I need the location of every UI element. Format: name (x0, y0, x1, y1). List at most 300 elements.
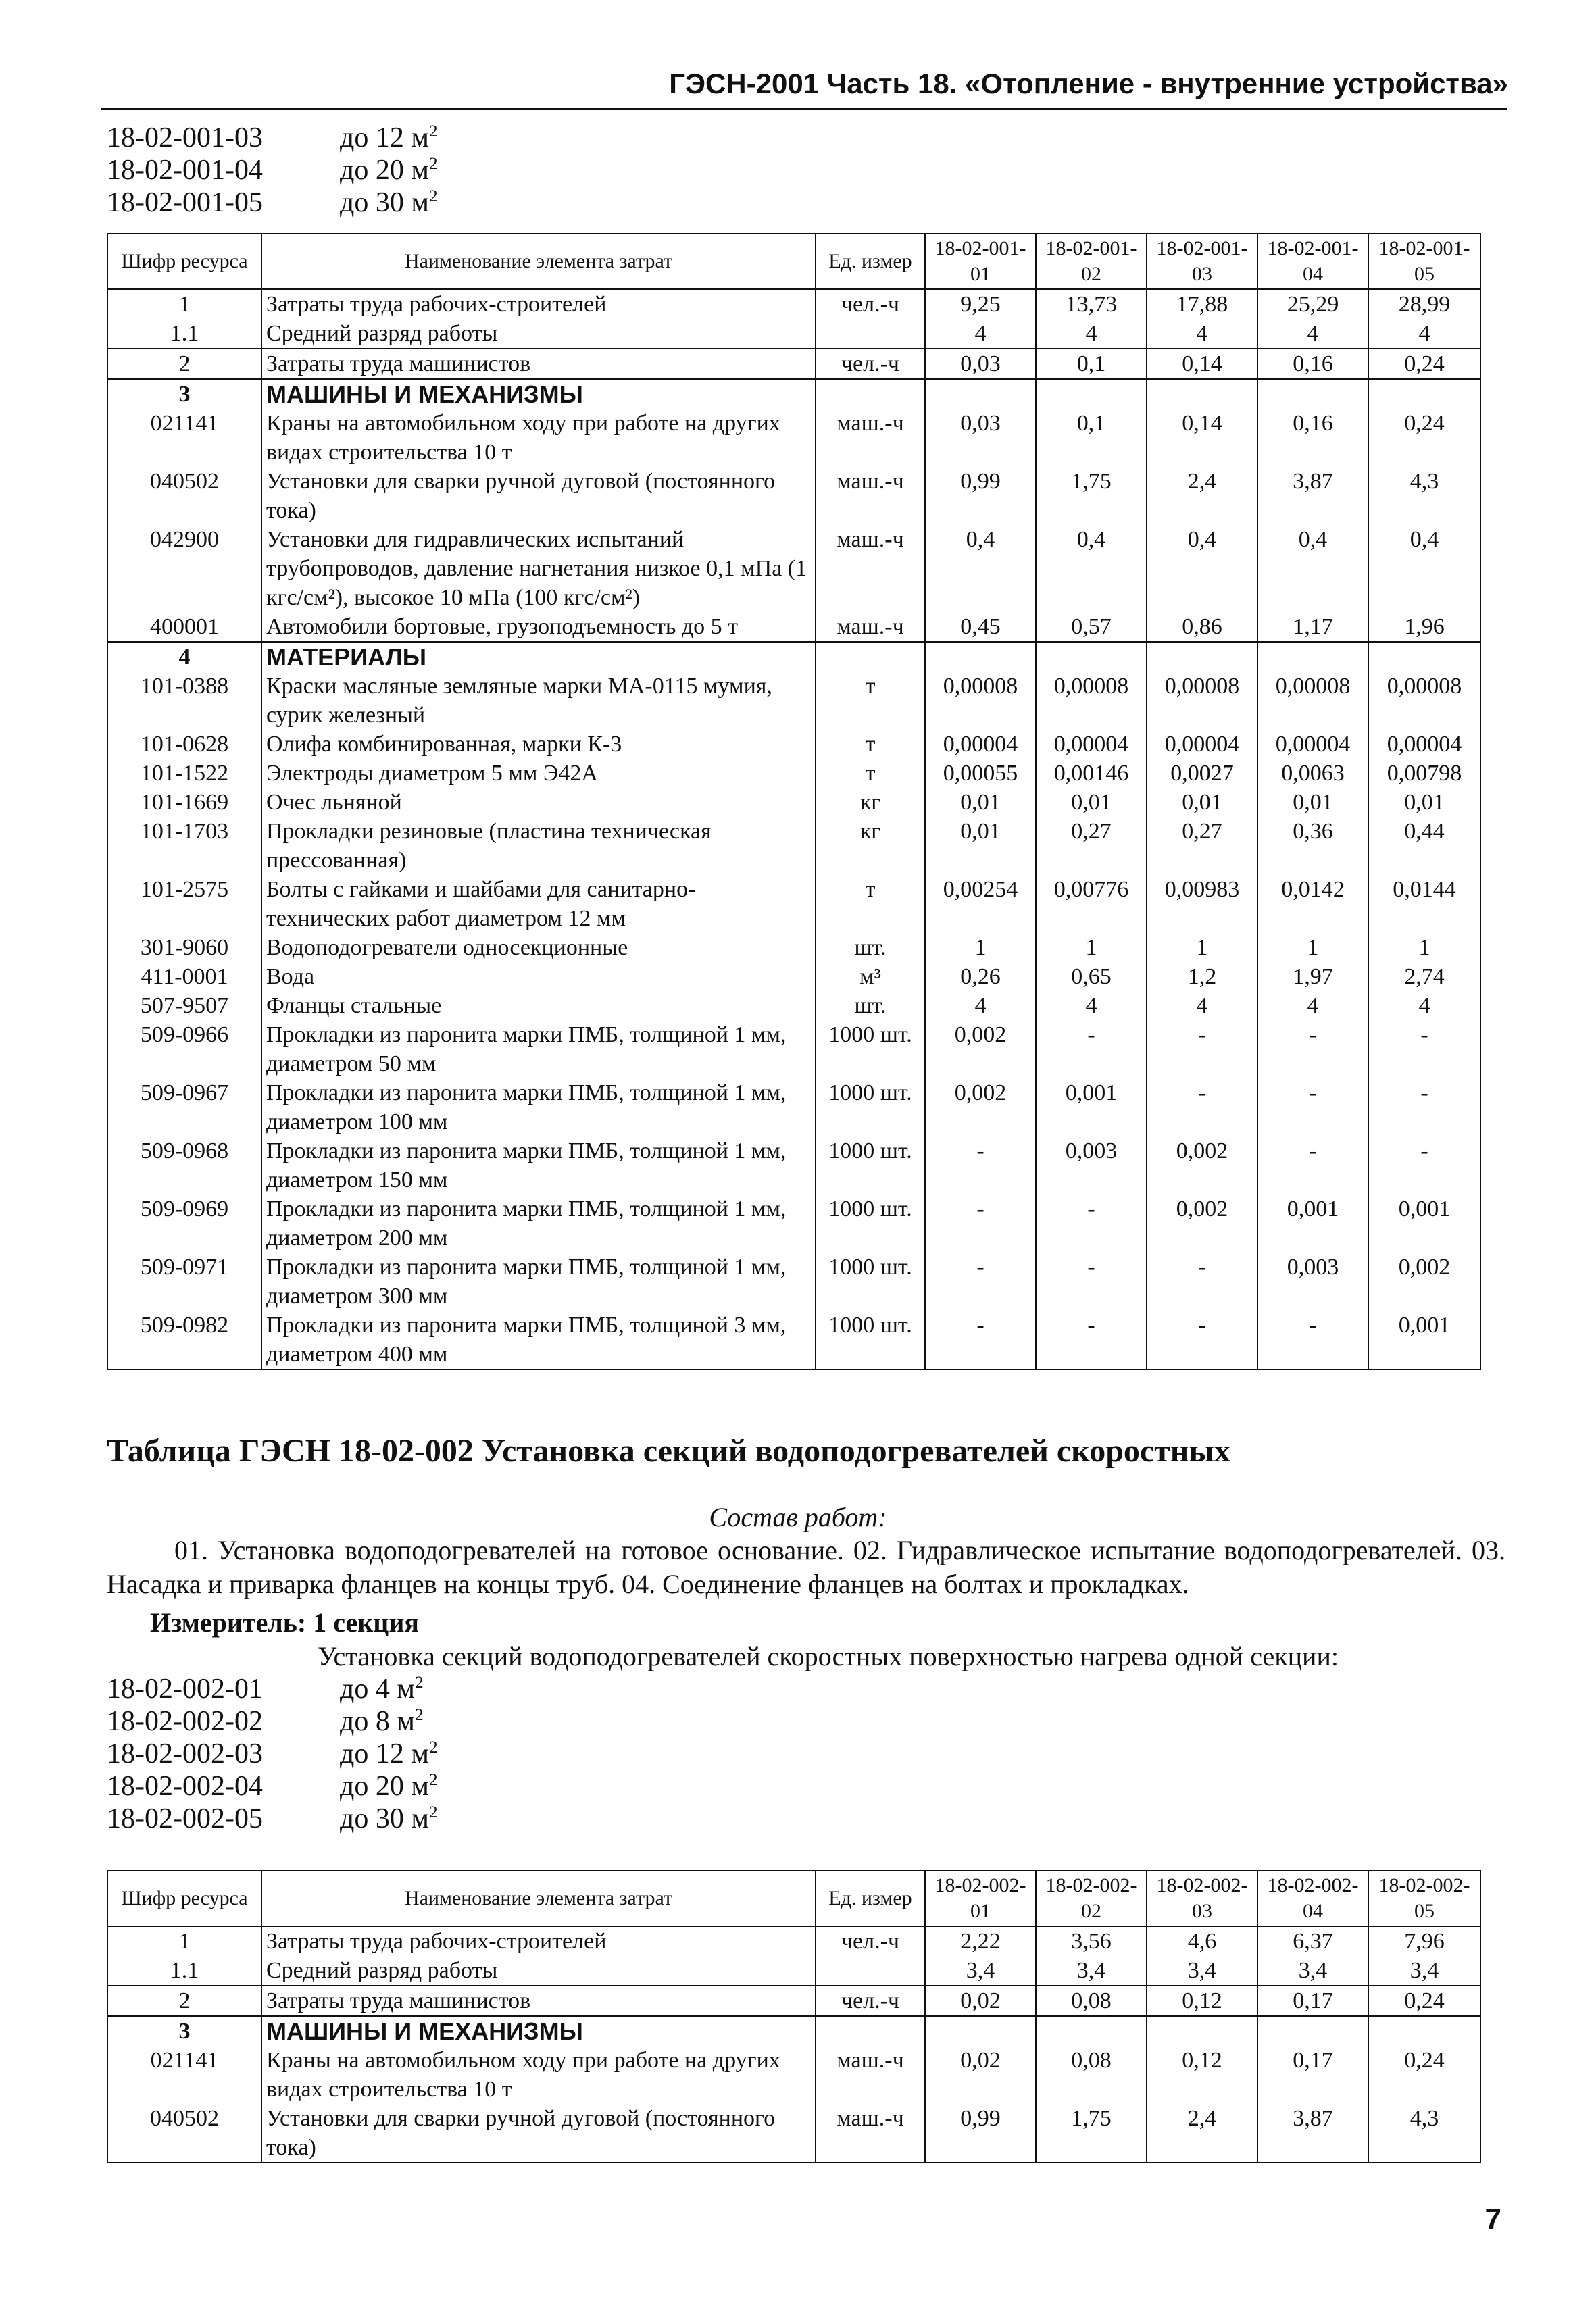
col-header: 18-02-002-03 (1147, 1871, 1257, 1926)
resource-unit: чел.-ч (816, 289, 925, 319)
resource-value: 0,14 (1147, 409, 1257, 467)
resource-value: 2,4 (1147, 2104, 1257, 2163)
resource-unit: м³ (816, 962, 925, 991)
resource-value: 0,00254 (925, 875, 1036, 933)
resource-value: 1 (1147, 933, 1257, 962)
size: до 4 $м^2$ (340, 1674, 424, 1705)
resource-unit: 1000 шт. (816, 1194, 925, 1253)
resource-value: 1 (925, 933, 1036, 962)
resource-code: 1.1 (107, 1956, 261, 1986)
header-rule (101, 108, 1507, 110)
resource-value: - (1036, 1020, 1147, 1078)
resource-value (1257, 2016, 1368, 2046)
resource-value: 0,17 (1257, 1986, 1368, 2016)
resource-unit (816, 379, 925, 409)
col-header: 18-02-002-04 (1257, 1871, 1368, 1926)
resource-name: Автомобили бортовые, грузоподъемность до 5 т (261, 612, 816, 642)
resource-value: 0,4 (1036, 525, 1147, 612)
resource-value: 0,002 (1147, 1194, 1257, 1253)
table-row (107, 1078, 1480, 1136)
resource-value: 0,00008 (1147, 672, 1257, 730)
col-header-name: Наименование элемента затрат (261, 234, 816, 289)
resource-value: 0,12 (1147, 2046, 1257, 2104)
resource-value: 3,4 (1368, 1956, 1480, 1986)
code: 18-02-002-04 (107, 1771, 263, 1802)
resource-unit: кг (816, 817, 925, 875)
resource-value (1036, 2016, 1147, 2046)
resource-code: 411-0001 (107, 962, 261, 991)
resource-value: 0,01 (925, 817, 1036, 875)
mid-codes-list (107, 1673, 438, 1835)
table-row (107, 2104, 1480, 2163)
resource-code: 509-0971 (107, 1253, 261, 1311)
resource-value: 0,45 (925, 612, 1036, 642)
table-row (107, 612, 1480, 642)
resource-unit: т (816, 759, 925, 788)
resource-value: 4 (1147, 319, 1257, 349)
resource-value: 0,0144 (1368, 875, 1480, 933)
table-row (107, 289, 1480, 319)
resource-value: 0,4 (925, 525, 1036, 612)
running-header: ГЭСН-2001 Часть 18. «Отопление - внутренние устройства» (669, 68, 1508, 99)
resource-unit: кг (816, 788, 925, 817)
resource-table-2 (107, 1870, 1481, 2163)
resource-value: 0,08 (1036, 1986, 1147, 2016)
table-row (107, 933, 1480, 962)
resource-code: 2 (107, 1986, 261, 2016)
resource-name: Фланцы стальные (261, 991, 816, 1020)
resource-value: 3,4 (925, 1956, 1036, 1986)
resource-value: 0,4 (1147, 525, 1257, 612)
resource-value: 4,6 (1147, 1926, 1257, 1956)
resource-value: 4,3 (1368, 467, 1480, 525)
size: до 30 $м^2$ (340, 187, 438, 218)
resource-value: 25,29 (1257, 289, 1368, 319)
resource-value: 0,00008 (1257, 672, 1368, 730)
resource-unit: шт. (816, 933, 925, 962)
code: 18-02-002-02 (107, 1706, 263, 1737)
resource-name: Электроды диаметром 5 мм Э42А (261, 759, 816, 788)
resource-value: 0,27 (1036, 817, 1147, 875)
top-codes-list (107, 122, 438, 219)
resource-value: 0,00004 (925, 730, 1036, 759)
resource-unit (816, 2016, 925, 2046)
table-row (107, 1136, 1480, 1194)
resource-unit: чел.-ч (816, 349, 925, 379)
resource-name: Прокладки из паронита марки ПМБ, толщиной 1 мм, диаметром 100 мм (261, 1078, 816, 1136)
resource-value: 0,03 (925, 409, 1036, 467)
resource-code: 507-9507 (107, 991, 261, 1020)
code: 18-02-002-01 (107, 1674, 263, 1705)
resource-value: 0,00055 (925, 759, 1036, 788)
resource-name: Краны на автомобильном ходу при работе на других видах строительства 10 т (261, 2046, 816, 2104)
table-row (107, 672, 1480, 730)
resource-unit: маш.-ч (816, 467, 925, 525)
table-row (107, 730, 1480, 759)
table-row (107, 817, 1480, 875)
resource-value: - (925, 1253, 1036, 1311)
resource-code: 101-1522 (107, 759, 261, 788)
table-row (107, 525, 1480, 612)
resource-value: 0,1 (1036, 409, 1147, 467)
resource-unit: 1000 шт. (816, 1078, 925, 1136)
code-row (107, 1705, 438, 1738)
resource-value: 0,01 (1147, 788, 1257, 817)
resource-value: 0,003 (1257, 1253, 1368, 1311)
resource-value: 0,01 (1368, 788, 1480, 817)
resource-code: 040502 (107, 2104, 261, 2163)
resource-unit: маш.-ч (816, 2046, 925, 2104)
resource-code: 509-0982 (107, 1311, 261, 1369)
resource-code: 101-2575 (107, 875, 261, 933)
resource-name: Болты с гайками и шайбами для санитарно-технических работ диаметром 12 мм (261, 875, 816, 933)
table-row (107, 2016, 1480, 2046)
code: 18-02-001-04 (107, 155, 263, 186)
resource-value: 0,1 (1036, 349, 1147, 379)
resource-value: 0,4 (1368, 525, 1480, 612)
resource-value: 0,01 (925, 788, 1036, 817)
resource-name: Установки для гидравлических испытаний трубопроводов, давление нагнетания низкое 0,1 мПа (1 кгс/см²), высокое 10 мПа (100 кгс/см²) (261, 525, 816, 612)
resource-unit (816, 319, 925, 349)
table-row (107, 759, 1480, 788)
resource-value: - (1036, 1194, 1147, 1253)
resource-value: 1,97 (1257, 962, 1368, 991)
col-header-unit: Ед. измер (816, 234, 925, 289)
resource-code: 021141 (107, 2046, 261, 2104)
resource-code: 101-0388 (107, 672, 261, 730)
resource-value (1147, 2016, 1257, 2046)
col-header: 18-02-002-01 (925, 1871, 1036, 1926)
resource-name: Вода (261, 962, 816, 991)
resource-name: Краски масляные земляные марки МА-0115 мумия, сурик железный (261, 672, 816, 730)
code-row (107, 1738, 438, 1770)
code-row (107, 1770, 438, 1803)
resource-value (1147, 642, 1257, 672)
resource-value: 0,00008 (1368, 672, 1480, 730)
resource-unit: маш.-ч (816, 612, 925, 642)
col-header-name: Наименование элемента затрат (261, 1871, 816, 1926)
resource-value: 0,27 (1147, 817, 1257, 875)
table-row (107, 467, 1480, 525)
resource-value (1036, 379, 1147, 409)
unit-description: Установка секций водоподогревателей скоростных поверхностью нагрева одной секции: (318, 1641, 1339, 1671)
resource-value: 0,01 (1036, 788, 1147, 817)
resource-value: 0,0142 (1257, 875, 1368, 933)
table-header-row (107, 234, 1480, 289)
resource-code: 1.1 (107, 319, 261, 349)
resource-code: 509-0966 (107, 1020, 261, 1078)
table-row (107, 788, 1480, 817)
table-row (107, 1253, 1480, 1311)
resource-value: 0,86 (1147, 612, 1257, 642)
resource-unit: чел.-ч (816, 1986, 925, 2016)
resource-code: 4 (107, 642, 261, 672)
resource-value: 0,99 (925, 2104, 1036, 2163)
table-row (107, 1956, 1480, 1986)
col-header: 18-02-002-05 (1368, 1871, 1480, 1926)
resource-unit: 1000 шт. (816, 1136, 925, 1194)
resource-value: 0,16 (1257, 349, 1368, 379)
resource-name: Краны на автомобильном ходу при работе на других видах строительства 10 т (261, 409, 816, 467)
resource-name: Прокладки из паронита марки ПМБ, толщиной 1 мм, диаметром 200 мм (261, 1194, 816, 1253)
resource-name: Прокладки из паронита марки ПМБ, толщиной 3 мм, диаметром 400 мм (261, 1311, 816, 1369)
resource-value: 0,002 (925, 1020, 1036, 1078)
resource-code: 101-1669 (107, 788, 261, 817)
resource-unit: чел.-ч (816, 1926, 925, 1956)
resource-code: 1 (107, 289, 261, 319)
resource-value: 4 (1257, 991, 1368, 1020)
resource-value: - (925, 1194, 1036, 1253)
resource-value: 17,88 (1147, 289, 1257, 319)
resource-table-1 (107, 233, 1481, 1370)
size: до 20 $м^2$ (340, 155, 438, 186)
resource-value: 3,4 (1147, 1956, 1257, 1986)
col-header-code: Шифр ресурса (107, 234, 261, 289)
resource-value: 0,99 (925, 467, 1036, 525)
resource-value: 0,02 (925, 1986, 1036, 2016)
resource-value: 0,002 (925, 1078, 1036, 1136)
table-header-row (107, 1871, 1480, 1926)
resource-value: 0,00146 (1036, 759, 1147, 788)
resource-name: Прокладки из паронита марки ПМБ, толщиной 1 мм, диаметром 50 мм (261, 1020, 816, 1078)
resource-value: - (925, 1311, 1036, 1369)
resource-value: 0,00776 (1036, 875, 1147, 933)
resource-value: 1 (1036, 933, 1147, 962)
resource-value: 0,26 (925, 962, 1036, 991)
resource-value: 0,00004 (1257, 730, 1368, 759)
resource-name: Затраты труда машинистов (261, 1986, 816, 2016)
resource-value: - (1147, 1311, 1257, 1369)
table-row (107, 2046, 1480, 2104)
resource-value: 0,36 (1257, 817, 1368, 875)
resource-name: Прокладки из паронита марки ПМБ, толщиной 1 мм, диаметром 150 мм (261, 1136, 816, 1194)
code: 18-02-001-05 (107, 187, 263, 218)
works-composition-label: Состав работ: (709, 1502, 887, 1532)
size: до 20 $м^2$ (340, 1771, 438, 1802)
resource-value: 4,3 (1368, 2104, 1480, 2163)
resource-value: 4 (1036, 991, 1147, 1020)
resource-name: Установки для сварки ручной дуговой (постоянного тока) (261, 467, 816, 525)
resource-value: 3,87 (1257, 467, 1368, 525)
resource-value: 0,0027 (1147, 759, 1257, 788)
resource-value: 28,99 (1368, 289, 1480, 319)
resource-value: 0,57 (1036, 612, 1147, 642)
table-row (107, 962, 1480, 991)
code: 18-02-002-03 (107, 1738, 263, 1769)
resource-value: 7,96 (1368, 1926, 1480, 1956)
size: до 8 $м^2$ (340, 1706, 424, 1737)
resource-value: 0,24 (1368, 409, 1480, 467)
resource-value: 0,01 (1257, 788, 1368, 817)
resource-code: 101-0628 (107, 730, 261, 759)
resource-name: Прокладки из паронита марки ПМБ, толщиной 1 мм, диаметром 300 мм (261, 1253, 816, 1311)
resource-value: - (1368, 1136, 1480, 1194)
resource-code: 021141 (107, 409, 261, 467)
code-row (107, 154, 438, 186)
resource-unit: шт. (816, 991, 925, 1020)
resource-name: Средний разряд работы (261, 319, 816, 349)
resource-value (1368, 642, 1480, 672)
resource-value: 1,96 (1368, 612, 1480, 642)
col-header: 18-02-001-02 (1036, 234, 1147, 289)
resource-unit: маш.-ч (816, 2104, 925, 2163)
resource-name: Установки для сварки ручной дуговой (постоянного тока) (261, 2104, 816, 2163)
col-header: 18-02-001-01 (925, 234, 1036, 289)
code: 18-02-002-05 (107, 1803, 263, 1834)
resource-value: 0,001 (1257, 1194, 1368, 1253)
code-row (107, 1673, 438, 1705)
resource-value: 0,02 (925, 2046, 1036, 2104)
resource-value: 1,75 (1036, 467, 1147, 525)
resource-value: 1,75 (1036, 2104, 1147, 2163)
resource-value: 0,00004 (1036, 730, 1147, 759)
resource-value: 0,24 (1368, 1986, 1480, 2016)
resource-unit: т (816, 672, 925, 730)
table-row (107, 1311, 1480, 1369)
resource-name: Олифа комбинированная, марки К-3 (261, 730, 816, 759)
resource-value: - (1257, 1311, 1368, 1369)
resource-value: - (925, 1136, 1036, 1194)
resource-code: 301-9060 (107, 933, 261, 962)
resource-unit (816, 1956, 925, 1986)
works-text: 01. Установка водоподогревателей на готовое основание. 02. Гидравлическое испытание водоподогревателей. 03. Насадка и приварка фланцев на концы труб. 04. Соединение фланцев на болтах и прокладках. (107, 1535, 1505, 1599)
resource-value: 0,00004 (1147, 730, 1257, 759)
resource-value: 0,14 (1147, 349, 1257, 379)
resource-value: 0,17 (1257, 2046, 1368, 2104)
resource-value: - (1257, 1078, 1368, 1136)
resource-code: 101-1703 (107, 817, 261, 875)
resource-value: 4 (1036, 319, 1147, 349)
table-row (107, 319, 1480, 349)
resource-value: 0,001 (1368, 1194, 1480, 1253)
resource-value: 4 (925, 991, 1036, 1020)
resource-value: 0,00008 (925, 672, 1036, 730)
col-header: 18-02-001-05 (1368, 234, 1480, 289)
resource-value (1257, 642, 1368, 672)
resource-value (1257, 379, 1368, 409)
resource-value: 4 (1368, 319, 1480, 349)
resource-code: 1 (107, 1926, 261, 1956)
resource-value: - (1147, 1078, 1257, 1136)
resource-code: 509-0967 (107, 1078, 261, 1136)
resource-value: 0,00798 (1368, 759, 1480, 788)
resource-value: 0,001 (1368, 1311, 1480, 1369)
table-body (107, 289, 1480, 1369)
resource-unit (816, 642, 925, 672)
resource-value: 2,22 (925, 1926, 1036, 1956)
resource-value: - (1257, 1136, 1368, 1194)
table-row (107, 1020, 1480, 1078)
resource-value: 0,00008 (1036, 672, 1147, 730)
page-number: 7 (1485, 2203, 1501, 2236)
table-row (107, 1194, 1480, 1253)
table-row (107, 1986, 1480, 2016)
resource-code: 2 (107, 349, 261, 379)
table-row (107, 409, 1480, 467)
resource-value: 1 (1368, 933, 1480, 962)
resource-value: 0,24 (1368, 349, 1480, 379)
col-header: 18-02-002-02 (1036, 1871, 1147, 1926)
table-body (107, 1926, 1480, 2163)
code-row (107, 122, 438, 154)
resource-value: 0,65 (1036, 962, 1147, 991)
resource-unit: т (816, 875, 925, 933)
resource-value: 6,37 (1257, 1926, 1368, 1956)
resource-value (1036, 642, 1147, 672)
resource-value: 0,08 (1036, 2046, 1147, 2104)
table-row (107, 991, 1480, 1020)
table-row (107, 1926, 1480, 1956)
resource-code: 509-0968 (107, 1136, 261, 1194)
col-header: 18-02-001-04 (1257, 234, 1368, 289)
resource-value: 4 (1368, 991, 1480, 1020)
resource-value: - (1257, 1020, 1368, 1078)
code: 18-02-001-03 (107, 122, 263, 153)
resource-value: 13,73 (1036, 289, 1147, 319)
resource-value: 1 (1257, 933, 1368, 962)
resource-value: 4 (1147, 991, 1257, 1020)
resource-value (1368, 379, 1480, 409)
resource-name: МАТЕРИАЛЫ (261, 642, 816, 672)
col-header: 18-02-001-03 (1147, 234, 1257, 289)
resource-name: Очес льняной (261, 788, 816, 817)
resource-unit: 1000 шт. (816, 1311, 925, 1369)
resource-unit: 1000 шт. (816, 1253, 925, 1311)
resource-value: 0,00983 (1147, 875, 1257, 933)
resource-value: 0,12 (1147, 1986, 1257, 2016)
resource-name: МАШИНЫ И МЕХАНИЗМЫ (261, 379, 816, 409)
resource-value: - (1147, 1020, 1257, 1078)
table-row (107, 642, 1480, 672)
code-row (107, 186, 438, 219)
resource-value: 3,87 (1257, 2104, 1368, 2163)
resource-unit: т (816, 730, 925, 759)
resource-value: - (1036, 1311, 1147, 1369)
resource-code: 509-0969 (107, 1194, 261, 1253)
resource-value: 3,56 (1036, 1926, 1147, 1956)
resource-value: - (1368, 1020, 1480, 1078)
resource-value: 1,17 (1257, 612, 1368, 642)
col-header-code: Шифр ресурса (107, 1871, 261, 1926)
table-title: Таблица ГЭСН 18-02-002 Установка секций водоподогревателей скоростных (107, 1433, 1230, 1469)
resource-name: Средний разряд работы (261, 1956, 816, 1986)
resource-unit: маш.-ч (816, 525, 925, 612)
resource-value: 0,24 (1368, 2046, 1480, 2104)
code-row (107, 1803, 438, 1835)
table-row (107, 349, 1480, 379)
resource-value: 4 (1257, 319, 1368, 349)
resource-value: 0,003 (1036, 1136, 1147, 1194)
resource-value: 0,001 (1036, 1078, 1147, 1136)
resource-value (1368, 2016, 1480, 2046)
resource-value: 2,74 (1368, 962, 1480, 991)
resource-value (925, 2016, 1036, 2046)
table-row (107, 875, 1480, 933)
resource-value: 1,2 (1147, 962, 1257, 991)
resource-value: 9,25 (925, 289, 1036, 319)
resource-value: 0,00004 (1368, 730, 1480, 759)
resource-code: 3 (107, 2016, 261, 2046)
resource-value: 0,002 (1147, 1136, 1257, 1194)
resource-value: - (1368, 1078, 1480, 1136)
resource-value: - (1147, 1253, 1257, 1311)
resource-value: 4 (925, 319, 1036, 349)
resource-value: 0,16 (1257, 409, 1368, 467)
size: до 12 $м^2$ (340, 122, 438, 153)
resource-code: 3 (107, 379, 261, 409)
resource-value: 0,0063 (1257, 759, 1368, 788)
resource-value (1147, 379, 1257, 409)
